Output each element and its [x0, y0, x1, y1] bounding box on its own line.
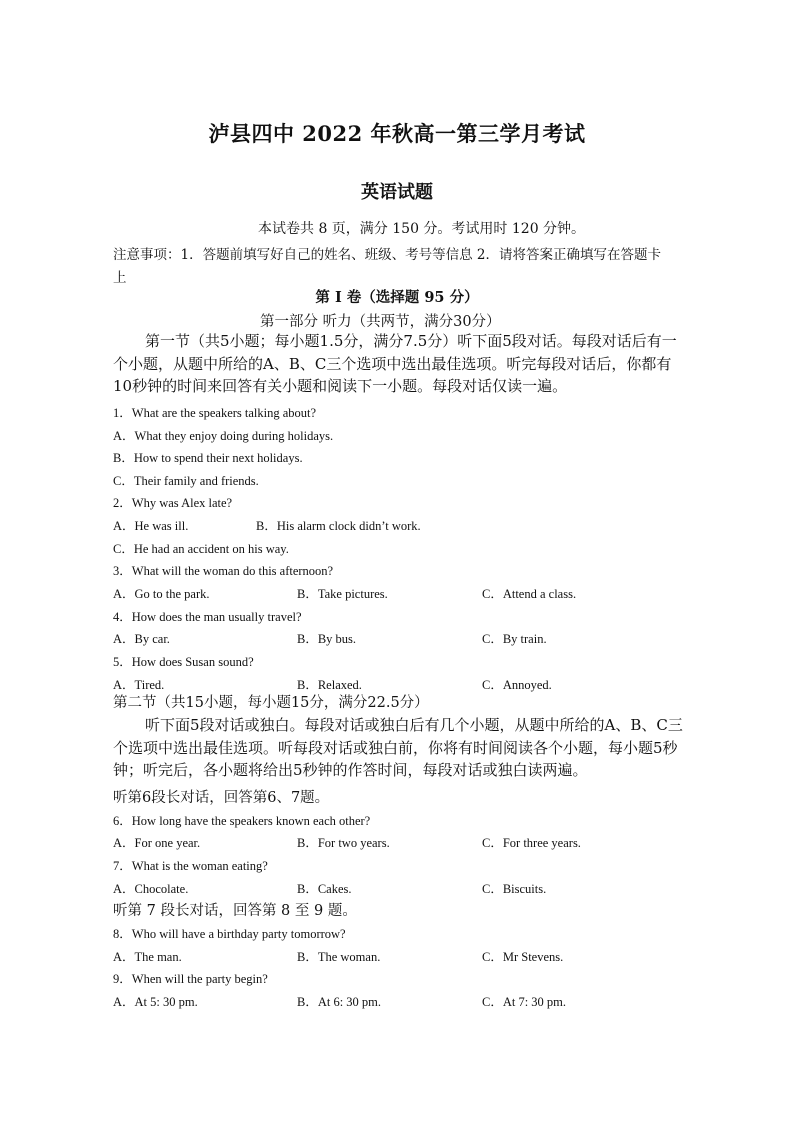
option-8b: B．The woman. — [297, 950, 381, 964]
question-9 — [113, 969, 268, 987]
question-number: 9． — [113, 972, 132, 986]
option-8c: C．Mr Stevens. — [482, 950, 564, 964]
question-5 — [113, 652, 254, 670]
question-text: What will the woman do this afternoon? — [131, 564, 334, 578]
option-3b: B．Take pictures. — [297, 587, 388, 601]
question-text: When will the party begin? — [131, 972, 268, 986]
option-6c: C．For three years. — [482, 836, 581, 850]
question-8 — [113, 924, 346, 942]
question-text: What are the speakers talking about? — [131, 406, 317, 420]
question-number: 5． — [113, 655, 132, 669]
option-6a: A．For one year. — [113, 836, 201, 850]
part-title: 第一部分 听力（共两节，满分30分） — [260, 314, 501, 330]
notice-line-2: 上 — [113, 270, 127, 286]
option-4a: A．By car. — [113, 632, 170, 646]
section2-instructions: 听下面5段对话或独白。每段对话或独白后有几个小题，从题中所给的A、B、C三个选项中选出最佳选项。听每段对话或独白前，你将有时间阅读各个小题，每小题5秒钟；听完后，各小题将给出5秒钟的作答时间，每段对话或独白读两遍。 — [113, 716, 683, 779]
subject-title: 英语试题 — [361, 182, 433, 203]
option-1a: A．What they enjoy doing during holidays. — [113, 429, 334, 443]
question-number: 1． — [113, 406, 132, 420]
dialog7-note: 听第 7 段长对话，回答第 8 至 9 题。 — [113, 903, 357, 919]
exam-title: 泸县四中 2022 年秋高一第三学月考试 — [208, 121, 586, 146]
question-text: What is the woman eating? — [131, 859, 268, 873]
option-4b: B．By bus. — [297, 632, 357, 646]
question-number: 2． — [113, 496, 132, 510]
option-1b: B．How to spend their next holidays. — [113, 451, 303, 465]
question-number: 8． — [113, 927, 132, 941]
question-text: How does Susan sound? — [131, 655, 254, 669]
option-9c: C．At 7: 30 pm. — [482, 995, 567, 1009]
option-5c: C．Annoyed. — [482, 678, 552, 692]
volume-title: 第 I 卷（选择题 95 分） — [315, 289, 479, 306]
option-7b: B．Cakes. — [297, 882, 352, 896]
option-5b: B．Relaxed. — [297, 678, 362, 692]
question-4 — [113, 607, 302, 625]
option-9a: A．At 5: 30 pm. — [113, 995, 198, 1009]
option-1c: C．Their family and friends. — [113, 474, 259, 488]
section2-title: 第二节（共15小题，每小题15分，满分22.5分） — [113, 695, 429, 711]
option-7a: A．Chocolate. — [113, 882, 189, 896]
question-text: Who will have a birthday party tomorrow? — [131, 927, 346, 941]
question-number: 7． — [113, 859, 132, 873]
question-text: How does the man usually travel? — [131, 610, 302, 624]
option-2b: B．His alarm clock didn’t work. — [256, 519, 421, 533]
question-number: 4． — [113, 610, 132, 624]
option-3c: C．Attend a class. — [482, 587, 577, 601]
exam-intro: 本试卷共 8 页，满分 150 分。考试用时 120 分钟。 — [258, 221, 586, 237]
question-number: 3． — [113, 564, 132, 578]
question-3 — [113, 561, 333, 579]
option-8a: A．The man. — [113, 950, 182, 964]
notice-line-1: 注意事项：1．答题前填写好自己的姓名、班级、考号等信息 2．请将答案正确填写在答题卡 — [113, 247, 661, 263]
option-9b: B．At 6: 30 pm. — [297, 995, 382, 1009]
question-text: How long have the speakers known each other? — [131, 814, 371, 828]
question-1 — [113, 403, 316, 421]
question-number: 6． — [113, 814, 132, 828]
option-2c: C．He had an accident on his way. — [113, 542, 289, 556]
question-2 — [113, 493, 232, 511]
section1-instructions: 第一节（共5小题；每小题1.5分，满分7.5分）听下面5段对话。每段对话后有一个小题，从题中所给的A、B、C三个选项中选出最佳选项。听完每段对话后，你都有10秒钟的时间来回答有关小题和阅读下一小题。每段对话仅读一遍。 — [113, 332, 677, 395]
option-6b: B．For two years. — [297, 836, 390, 850]
dialog6-note: 听第6段长对话，回答第6、7题。 — [113, 790, 330, 806]
option-7c: C．Biscuits. — [482, 882, 547, 896]
option-5a: A．Tired. — [113, 678, 165, 692]
option-3a: A．Go to the park. — [113, 587, 210, 601]
option-4c: C．By train. — [482, 632, 547, 646]
option-2a: A．He was ill. — [113, 519, 189, 533]
question-7 — [113, 856, 268, 874]
question-6 — [113, 811, 370, 829]
question-text: Why was Alex late? — [131, 496, 233, 510]
